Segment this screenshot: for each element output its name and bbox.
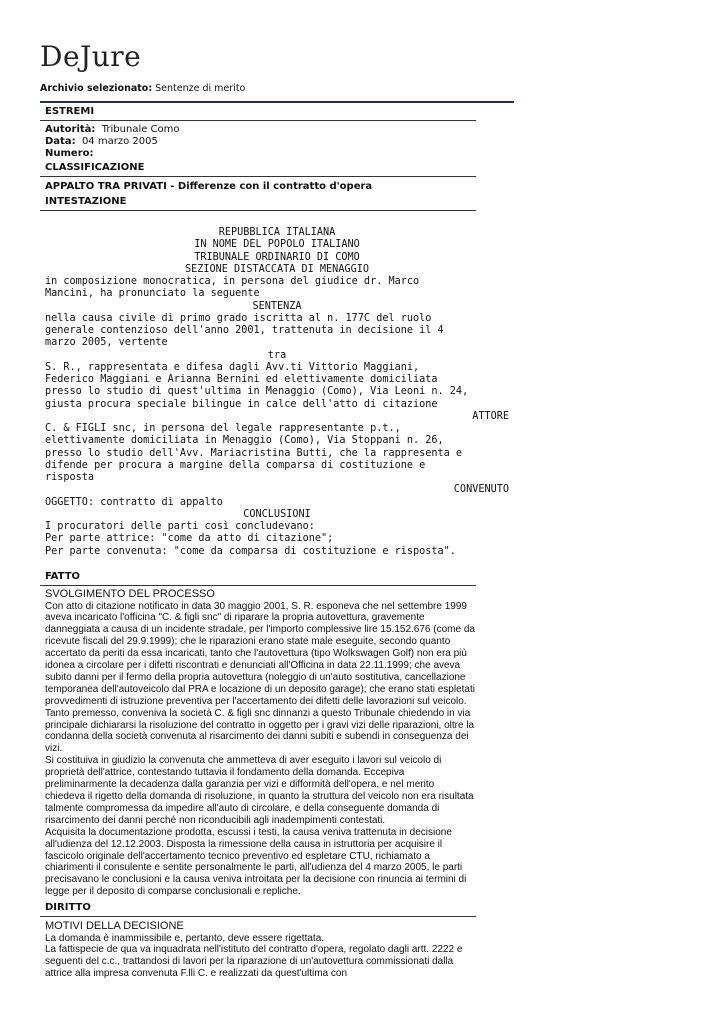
section-estremi-header xyxy=(40,106,476,121)
section-title-fatto: FATTO xyxy=(45,571,81,582)
diritto-subtitle: MOTIVI DELLA DECISIONE xyxy=(45,920,184,932)
section-divider xyxy=(40,916,476,917)
intestazione-line: Federico Maggiani e Arianna Bernini ed elettivamente domiciliata xyxy=(45,374,438,385)
intestazione-body xyxy=(45,227,509,558)
dejure-logo: DeJure xyxy=(40,40,142,73)
intestazione-line: Per parte convenuta: "come da comparsa di costituzione e risposta". xyxy=(45,545,456,557)
archive-value: Sentenze di merito xyxy=(155,83,246,94)
estremi-details xyxy=(45,124,180,159)
fatto-paragraph: Con atto di citazione notificato in data 30 maggio 2001, S. R. esponeva che nel settembre 1999 aveva incaricato l'officina "C. & figli snc" di riparare la propria autovettura, gravemente danneggiata a causa di un incidente stradale, per l'importo complessive lire 15.152.676 (come da ricevute fiscali del 29.9.1999); che le riparazioni erano state male eseguite, secondo quanto accertato da periti da essa incaricati, tanto che l'autovettura (tipo Wolkswagen Golf) non era più idonea a circolare per i difetti riscontrati e denunciati all'Officina in data 22.11.1999; che aveva subito danni per il fermo della propria autovettura (noleggio di un'auto sostitutiva, cancellazione temporanea dell'autoveicolo dal PRA e locazione di un deposito garage); che erano stati espletati provvedimenti di istruzione preventiva per l'accertamento dei difetti delle lavorazioni sul veicolo. xyxy=(45,600,475,707)
diritto-paragraph: La domanda è inammissibile e, pertanto, deve essere rigettata. xyxy=(45,932,325,944)
diritto-paragraph: La fattispecie de qua va inquadrata nell'istituto del contratto d'opera, regolato dagli artt. 2222 e seguenti del c.c., trattandosi di lavori per la riparazione di un'autovettura commissionati dalla attrice alla impresa convenuta F.lli C. e realizzati da quest'ultima con xyxy=(45,944,463,980)
intestazione-line: difende per procura a margine della comparsa di costituzione e xyxy=(45,459,426,471)
intestazione-line: tra xyxy=(267,349,287,361)
section-intestazione-header xyxy=(40,196,476,211)
fatto-paragraph: Acquisita la documentazione prodotta, escussi i testi, la causa veniva trattenuta in decisione all'udienza del 12.12.2003. Disposta la rimessione della causa in istruttoria per acquisire il fascicolo originale dell'accertamento tecnico preventivo ed espletare CTU, richiamato a chiarimenti il consulente e sentite personalmente le parti, all'udienza del 4 marzo 2005, le parti precisavano le conclusioni e la causa veniva introitata per la decisione con rinuncia ai termini di legge per il deposito di comparse conclusionali e repliche. xyxy=(45,826,467,898)
intestazione-line: REPUBBLICA ITALIANA xyxy=(218,227,336,238)
header-divider xyxy=(40,101,514,103)
section-title-intestazione: INTESTAZIONE xyxy=(45,196,127,207)
autorita-row xyxy=(45,124,180,136)
numero-label: Numero: xyxy=(45,147,94,159)
diritto-body xyxy=(45,920,475,980)
section-divider xyxy=(40,210,476,211)
section-title-classificazione: CLASSIFICAZIONE xyxy=(45,162,145,173)
section-fatto-header xyxy=(40,571,476,586)
data-row xyxy=(45,136,180,148)
intestazione-line: C. & FIGLI snc, in persona del legale rappresentante p.t., xyxy=(45,423,401,434)
classification-value: APPALTO TRA PRIVATI - Differenze con il contratto d'opera xyxy=(45,181,373,192)
section-divider xyxy=(40,176,476,177)
section-title-diritto: DIRITTO xyxy=(45,902,91,913)
intestazione-line: S. R., rappresentata e difesa dagli Avv.ti Vittorio Maggiani, xyxy=(45,361,420,373)
section-diritto-header xyxy=(40,902,476,917)
intestazione-line: OGGETTO: contratto di appalto xyxy=(45,496,223,508)
intestazione-line: I procuratori delle parti così concludevano: xyxy=(45,521,315,532)
data-label: Data: xyxy=(45,135,76,147)
intestazione-line: risposta xyxy=(45,472,95,483)
fatto-subtitle: SVOLGIMENTO DEL PROCESSO xyxy=(45,588,215,600)
intestazione-line: elettivamente domiciliata in Menaggio (Como), Via Stoppani n. 26, xyxy=(45,435,444,447)
intestazione-line: generale contenzioso dell'anno 2001, trattenuta in decisione il 4 xyxy=(45,325,444,336)
fatto-paragraph: Tanto premesso, conveniva la società C. & figli snc dinnanzi a questo Tribunale chiedendo in via principale dichiararsi la risoluzione del contratto in oggetto per i gravi vizi delle riparazioni, oltre la condanna della società convenuta al risarcimento dei danni subiti e subendi in conseguenza dei vizi. xyxy=(45,707,475,755)
intestazione-line: nella causa civile di primo grado iscritta al n. 177C del ruolo xyxy=(45,312,432,324)
intestazione-line: presso lo studio di quest'ultima in Menaggio (Como), Via Leoni n. 24, xyxy=(45,386,469,398)
archive-selection xyxy=(40,83,245,94)
intestazione-line: CONCLUSIONI xyxy=(243,508,311,520)
intestazione-line: SEZIONE DISTACCATA DI MENAGGIO xyxy=(184,263,369,275)
numero-row xyxy=(45,148,180,160)
section-title-estremi: ESTREMI xyxy=(45,106,95,117)
archive-label: Archivio selezionato: xyxy=(40,83,153,94)
section-classificazione-header xyxy=(40,162,476,177)
autorita-label: Autorità: xyxy=(45,124,96,135)
autorita-value: Tribunale Como xyxy=(101,124,180,135)
intestazione-line: TRIBUNALE ORDINARIO DI COMO xyxy=(194,251,360,263)
intestazione-line: CONVENUTO xyxy=(453,484,509,496)
section-divider xyxy=(40,585,476,586)
intestazione-line: SENTENZA xyxy=(252,300,302,312)
intestazione-line: marzo 2005, vertente xyxy=(45,337,168,349)
section-divider xyxy=(40,120,476,121)
fatto-paragraph: Si costituiva in giudizio la convenuta che ammetteva di aver eseguito i lavori sul veicolo di proprietà dell'attrice, contestando tuttavia il fondamento della domanda. Eccepiva preliminarmente la decadenza dalla garanzia per vizi e difformità dell'opera, e nel merito chiedeva il rigetto della domanda di risoluzione, in quanto la struttura del veicolo non era risultata talmente compromessa da impedire all'auto di circolare, e della conseguente domanda di risarcimento dei danni perché non riconducibili agli inadempimenti contestati. xyxy=(45,755,474,826)
intestazione-line: Mancini, ha pronunciato la seguente xyxy=(45,288,260,300)
intestazione-line: presso lo studio dell'Avv. Mariacristina Butti, che la rappresenta e xyxy=(45,447,463,459)
intestazione-line: IN NOME DEL POPOLO ITALIANO xyxy=(194,239,360,251)
fatto-body xyxy=(45,588,475,898)
data-value: 04 marzo 2005 xyxy=(81,135,158,147)
intestazione-line: in composizione monocratica, in persona del giudice dr. Marco xyxy=(45,276,420,287)
intestazione-line: giusta procura speciale bilingue in calce dell'atto di citazione xyxy=(45,398,438,410)
intestazione-line: Per parte attrice: "come da atto di citazione"; xyxy=(45,533,334,545)
intestazione-line: ATTORE xyxy=(472,410,509,422)
